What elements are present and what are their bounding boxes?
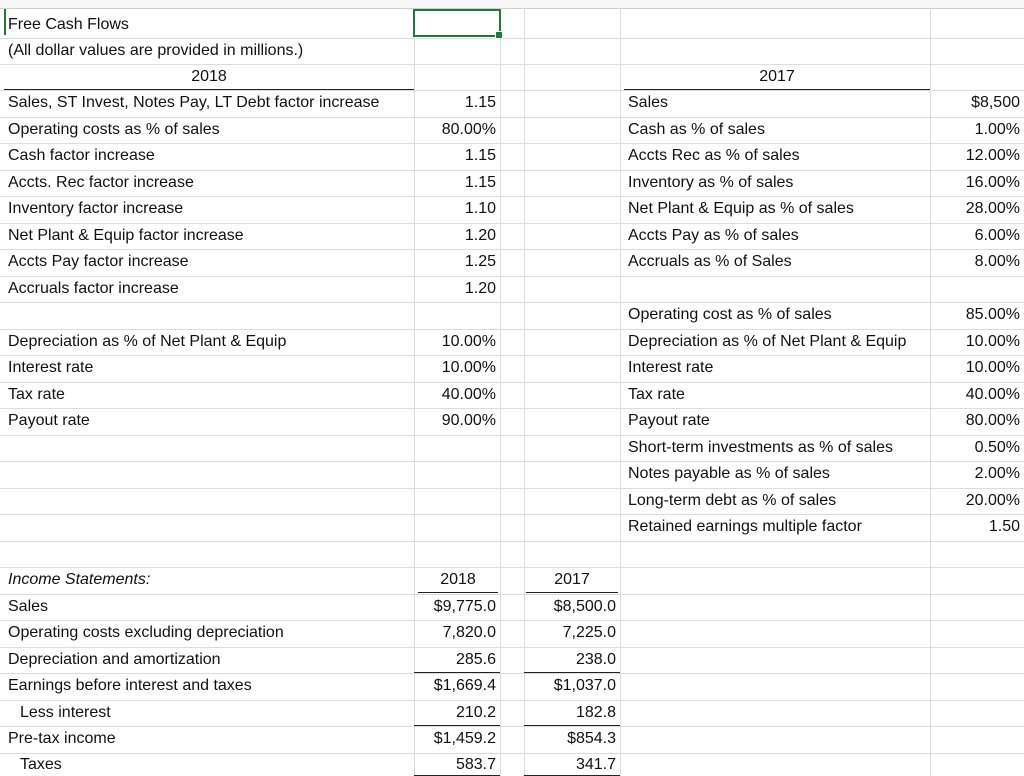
income-row-label[interactable]: Taxes (20, 756, 62, 773)
income-value-2018[interactable]: $1,669.4 (433, 677, 496, 694)
right-input-label[interactable]: Accruals as % of Sales (628, 253, 792, 270)
left-input-value[interactable]: 80.00% (441, 121, 496, 138)
gridline-col (500, 8, 501, 776)
right-rate-label[interactable]: Tax rate (628, 386, 685, 403)
income-col-2017[interactable]: 2017 (526, 567, 618, 593)
left-input-label[interactable]: Cash factor increase (8, 147, 155, 164)
left-input-value[interactable]: 1.15 (464, 94, 496, 111)
income-value-2017[interactable]: 341.7 (524, 752, 620, 776)
right-input-value[interactable]: 8.00% (974, 253, 1020, 270)
left-input-value[interactable]: 1.10 (464, 200, 496, 217)
right-input-label[interactable]: Accts Pay as % of sales (628, 227, 799, 244)
sheet-title[interactable]: Free Cash Flows (8, 16, 129, 33)
income-value-2017[interactable]: 238.0 (524, 647, 620, 673)
income-value-2017[interactable]: $1,037.0 (553, 677, 616, 694)
income-statement-header[interactable]: Income Statements: (8, 571, 151, 588)
left-input-label[interactable]: Inventory factor increase (8, 200, 184, 217)
right-rate-value[interactable]: 10.00% (965, 359, 1020, 376)
year-header-2017[interactable]: 2017 (624, 64, 930, 90)
income-value-2017[interactable]: 7,225.0 (562, 624, 616, 641)
left-rate-value[interactable]: 10.00% (441, 359, 496, 376)
gridline (0, 541, 1024, 542)
column-header-strip[interactable] (0, 0, 1024, 9)
income-value-2018[interactable]: 285.6 (414, 647, 500, 673)
income-value-2017[interactable]: $854.3 (567, 730, 616, 747)
income-row-label[interactable]: Pre-tax income (8, 730, 116, 747)
right-input-value[interactable]: 16.00% (965, 174, 1020, 191)
right-input-label[interactable]: Accts Rec as % of sales (628, 147, 800, 164)
left-rate-label[interactable]: Interest rate (8, 359, 94, 376)
income-value-2018[interactable]: 7,820.0 (442, 624, 496, 641)
right-input-label[interactable]: Cash as % of sales (628, 121, 765, 138)
left-input-value[interactable]: 1.25 (464, 253, 496, 270)
right-rate-value[interactable]: 10.00% (965, 333, 1020, 350)
right-rate-label[interactable]: Long-term debt as % of sales (628, 492, 837, 509)
income-col-2018[interactable]: 2018 (418, 567, 498, 593)
sheet-subtitle[interactable]: (All dollar values are provided in millions.) (8, 42, 304, 59)
income-row-label[interactable]: Less interest (20, 704, 111, 721)
income-row-label[interactable]: Depreciation and amortization (8, 651, 221, 668)
right-rate-value[interactable]: 80.00% (965, 412, 1020, 429)
right-rate-label[interactable]: Short-term investments as % of sales (628, 439, 893, 456)
right-rate-value[interactable]: 85.00% (965, 306, 1020, 323)
left-input-value[interactable]: 1.20 (464, 280, 496, 297)
left-input-label[interactable]: Accts Pay factor increase (8, 253, 189, 270)
left-input-label[interactable]: Accruals factor increase (8, 280, 179, 297)
left-rate-value[interactable]: 10.00% (441, 333, 496, 350)
left-rate-value[interactable]: 90.00% (441, 412, 496, 429)
right-rate-label[interactable]: Payout rate (628, 412, 710, 429)
right-rate-label[interactable]: Interest rate (628, 359, 714, 376)
right-input-value[interactable]: 6.00% (974, 227, 1020, 244)
right-input-value[interactable]: 28.00% (965, 200, 1020, 217)
income-value-2017[interactable]: 182.8 (524, 700, 620, 726)
right-rate-value[interactable]: 2.00% (974, 465, 1020, 482)
income-value-2018[interactable]: 583.7 (414, 752, 500, 776)
right-rate-value[interactable]: 40.00% (965, 386, 1020, 403)
right-rate-value[interactable]: 1.50 (988, 518, 1020, 535)
left-rate-label[interactable]: Payout rate (8, 412, 90, 429)
income-row-label[interactable]: Operating costs excluding depreciation (8, 624, 284, 641)
right-input-value[interactable]: $8,500 (971, 94, 1020, 111)
active-cell-selection[interactable] (413, 9, 501, 37)
left-input-label[interactable]: Accts. Rec factor increase (8, 174, 194, 191)
income-value-2018[interactable]: $1,459.2 (433, 730, 496, 747)
right-input-label[interactable]: Inventory as % of sales (628, 174, 794, 191)
income-row-label[interactable]: Earnings before interest and taxes (8, 677, 252, 694)
right-rate-value[interactable]: 20.00% (965, 492, 1020, 509)
right-rate-value[interactable]: 0.50% (974, 439, 1020, 456)
left-rate-label[interactable]: Depreciation as % of Net Plant & Equip (8, 333, 287, 350)
right-input-value[interactable]: 1.00% (974, 121, 1020, 138)
left-rate-value[interactable]: 40.00% (441, 386, 496, 403)
year-header-2018[interactable]: 2018 (4, 64, 414, 90)
income-value-2018[interactable]: $9,775.0 (433, 598, 496, 615)
right-input-label[interactable]: Net Plant & Equip as % of sales (628, 200, 854, 217)
left-rate-label[interactable]: Tax rate (8, 386, 65, 403)
right-rate-label[interactable]: Depreciation as % of Net Plant & Equip (628, 333, 907, 350)
income-value-2017[interactable]: $8,500.0 (553, 598, 616, 615)
right-rate-label[interactable]: Retained earnings multiple factor (628, 518, 862, 535)
left-input-value[interactable]: 1.20 (464, 227, 496, 244)
left-input-label[interactable]: Operating costs as % of sales (8, 121, 220, 138)
right-input-label[interactable]: Sales (628, 94, 669, 111)
left-input-label[interactable]: Net Plant & Equip factor increase (8, 227, 244, 244)
right-rate-label[interactable]: Notes payable as % of sales (628, 465, 830, 482)
left-input-value[interactable]: 1.15 (464, 147, 496, 164)
right-input-value[interactable]: 12.00% (965, 147, 1020, 164)
income-value-2018[interactable]: 210.2 (414, 700, 500, 726)
right-rate-label[interactable]: Operating cost as % of sales (628, 306, 832, 323)
left-input-label[interactable]: Sales, ST Invest, Notes Pay, LT Debt factor increase (8, 94, 380, 111)
left-input-value[interactable]: 1.15 (464, 174, 496, 191)
income-row-label[interactable]: Sales (8, 598, 49, 615)
